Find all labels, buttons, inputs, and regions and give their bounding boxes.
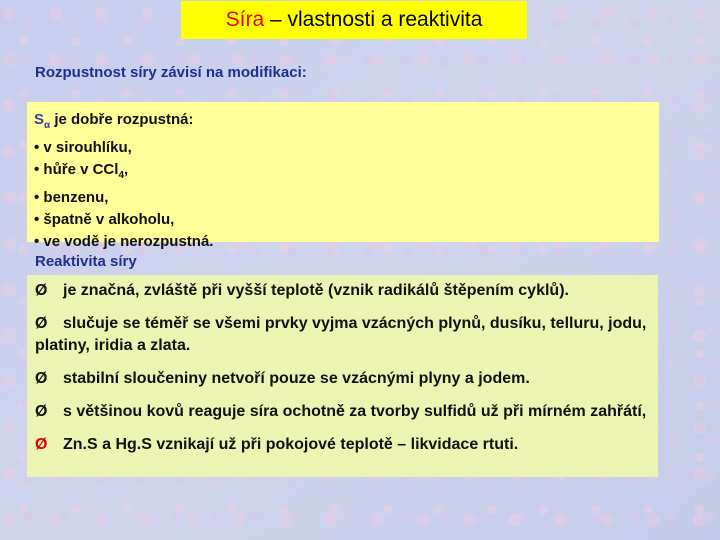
point-text: s většinou kovů reaguje síra ochotně za tvorby sulfidů už při mírném zahřátí,	[63, 403, 647, 420]
ccl4-text: • hůře v CCl	[34, 161, 119, 178]
list-item	[34, 159, 659, 187]
subtitle: Rozpustnost síry závisí na modifikaci:	[35, 64, 307, 81]
sulfur-symbol: S	[34, 111, 45, 128]
ccl4-subscript: 4	[118, 170, 124, 181]
reactivity-point	[35, 368, 658, 390]
point-text: stabilní sloučeniny netvoří pouze se vzácnými plyny a jodem.	[63, 370, 530, 387]
list-item: • benzenu,	[34, 189, 109, 206]
arrow-bullet-icon: Ø	[35, 282, 48, 299]
list-item: • ve vodě je nerozpustná.	[34, 233, 214, 250]
arrow-bullet-icon: Ø	[35, 436, 48, 453]
solubility-box	[27, 102, 659, 250]
title-suffix: – vlastnosti a reaktivita	[264, 8, 483, 31]
arrow-bullet-icon: Ø	[35, 403, 48, 420]
title-prefix: Síra	[225, 8, 265, 31]
point-text: Zn.S a Hg.S vznikají už při pokojové teplotě – likvidace rtuti.	[63, 436, 519, 453]
reactivity-point	[35, 280, 658, 302]
point-text: slučuje se téměř se všemi prvky vyjma vzácných plynů, dusíku, telluru, jodu, platiny, iridia a zlata.	[35, 315, 647, 354]
alpha-subscript: α	[44, 120, 51, 131]
reactivity-point	[35, 434, 658, 456]
list-item: • v sirouhlíku,	[34, 139, 132, 156]
list-item: • špatně v alkoholu,	[34, 211, 175, 228]
arrow-bullet-icon: Ø	[35, 315, 48, 332]
reactivity-point	[35, 313, 658, 357]
solubility-intro	[34, 109, 659, 137]
slide-title	[181, 1, 527, 39]
reactivity-box	[27, 275, 658, 477]
point-text: je značná, zvláště při vyšší teplotě (vznik radikálů štěpením cyklů).	[63, 282, 569, 299]
reactivity-point	[35, 401, 658, 423]
ccl4-comma: ,	[124, 161, 129, 178]
arrow-bullet-icon: Ø	[35, 370, 48, 387]
reactivity-heading: Reaktivita síry	[35, 253, 137, 270]
intro-text: je dobře rozpustná:	[50, 111, 194, 128]
